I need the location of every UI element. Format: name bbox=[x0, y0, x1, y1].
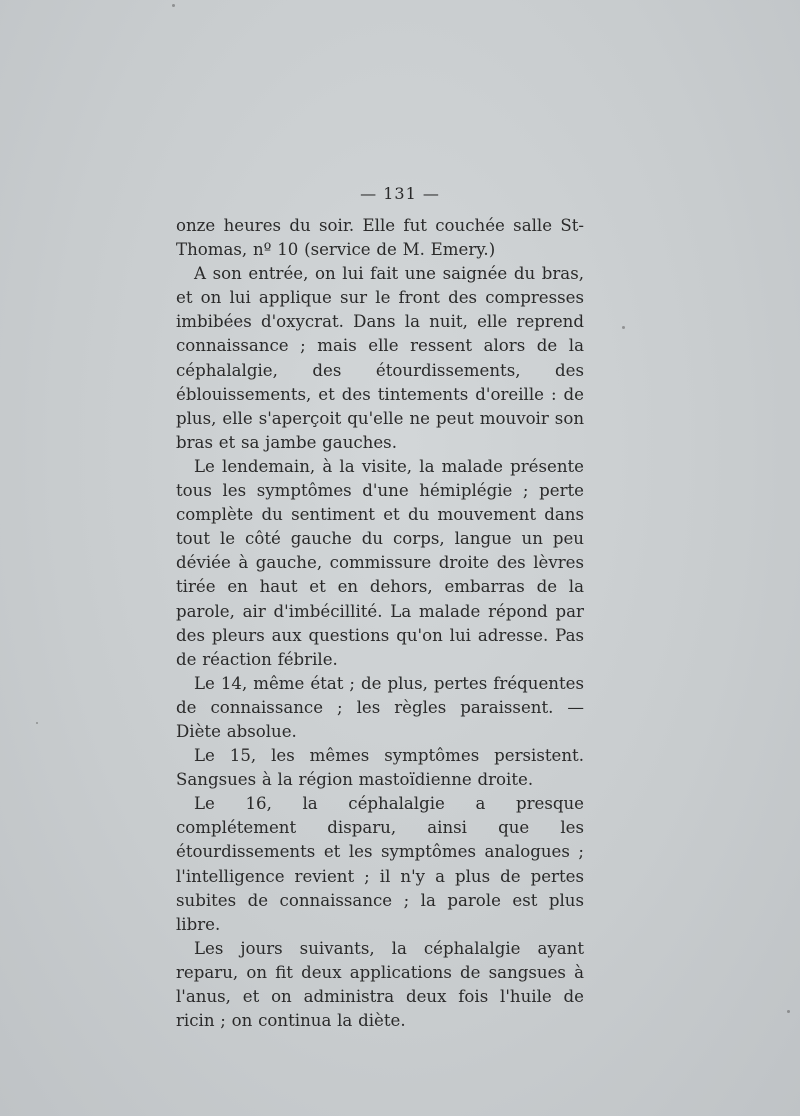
paper-speck bbox=[172, 4, 175, 7]
paragraph: Les jours suivants, la céphalalgie ayant reparu, on fit deux applications de sangsues à l'anus, et on administra deux fois l'huile de ricin ; on continua la diète. bbox=[176, 938, 584, 1031]
paragraph: onze heures du soir. Elle fut couchée salle St-Thomas, nº 10 (service de M. Emery.) bbox=[176, 216, 584, 260]
page-number: — 131 — bbox=[360, 184, 440, 203]
paragraph: Le 14, même état ; de plus, pertes fréquentes de connaissance ; les règles paraissent. — Diète absolue. bbox=[176, 673, 584, 741]
paper-speck bbox=[36, 722, 38, 724]
paragraph: Le 16, la céphalalgie a presque complétement disparu, ainsi que les étourdissements et les symptômes analogues ; l'intelligence revient ; il n'y a plus de pertes subites de connaissance ; la parole est plus libre. bbox=[176, 794, 584, 934]
paper-speck bbox=[787, 1010, 790, 1013]
paper-speck bbox=[622, 326, 625, 329]
body-text bbox=[176, 214, 584, 1033]
paragraph: A son entrée, on lui fait une saignée du bras, et on lui applique sur le front des compresses imbibées d'oxycrat. Dans la nuit, elle reprend connaissance ; mais elle ressent alors de la céphalalgie, des étourdissements, des éblouissements, et des tintements d'oreille : de plus, elle s'aperçoit qu'elle ne peut mouvoir son bras et sa jambe gauches. bbox=[176, 264, 584, 452]
paragraph: Le lendemain, à la visite, la malade présente tous les symptômes d'une hémiplégie ; perte complète du sentiment et du mouvement dans tout le côté gauche du corps, langue un peu déviée à gauche, commissure droite des lèvres tirée en haut et en dehors, embarras de la parole, air d'imbécillité. La malade répond par des pleurs aux questions qu'on lui adresse. Pas de réaction fébrile. bbox=[176, 456, 584, 669]
paragraph: Le 15, les mêmes symptômes persistent. Sangsues à la région mastoïdienne droite. bbox=[176, 746, 584, 790]
